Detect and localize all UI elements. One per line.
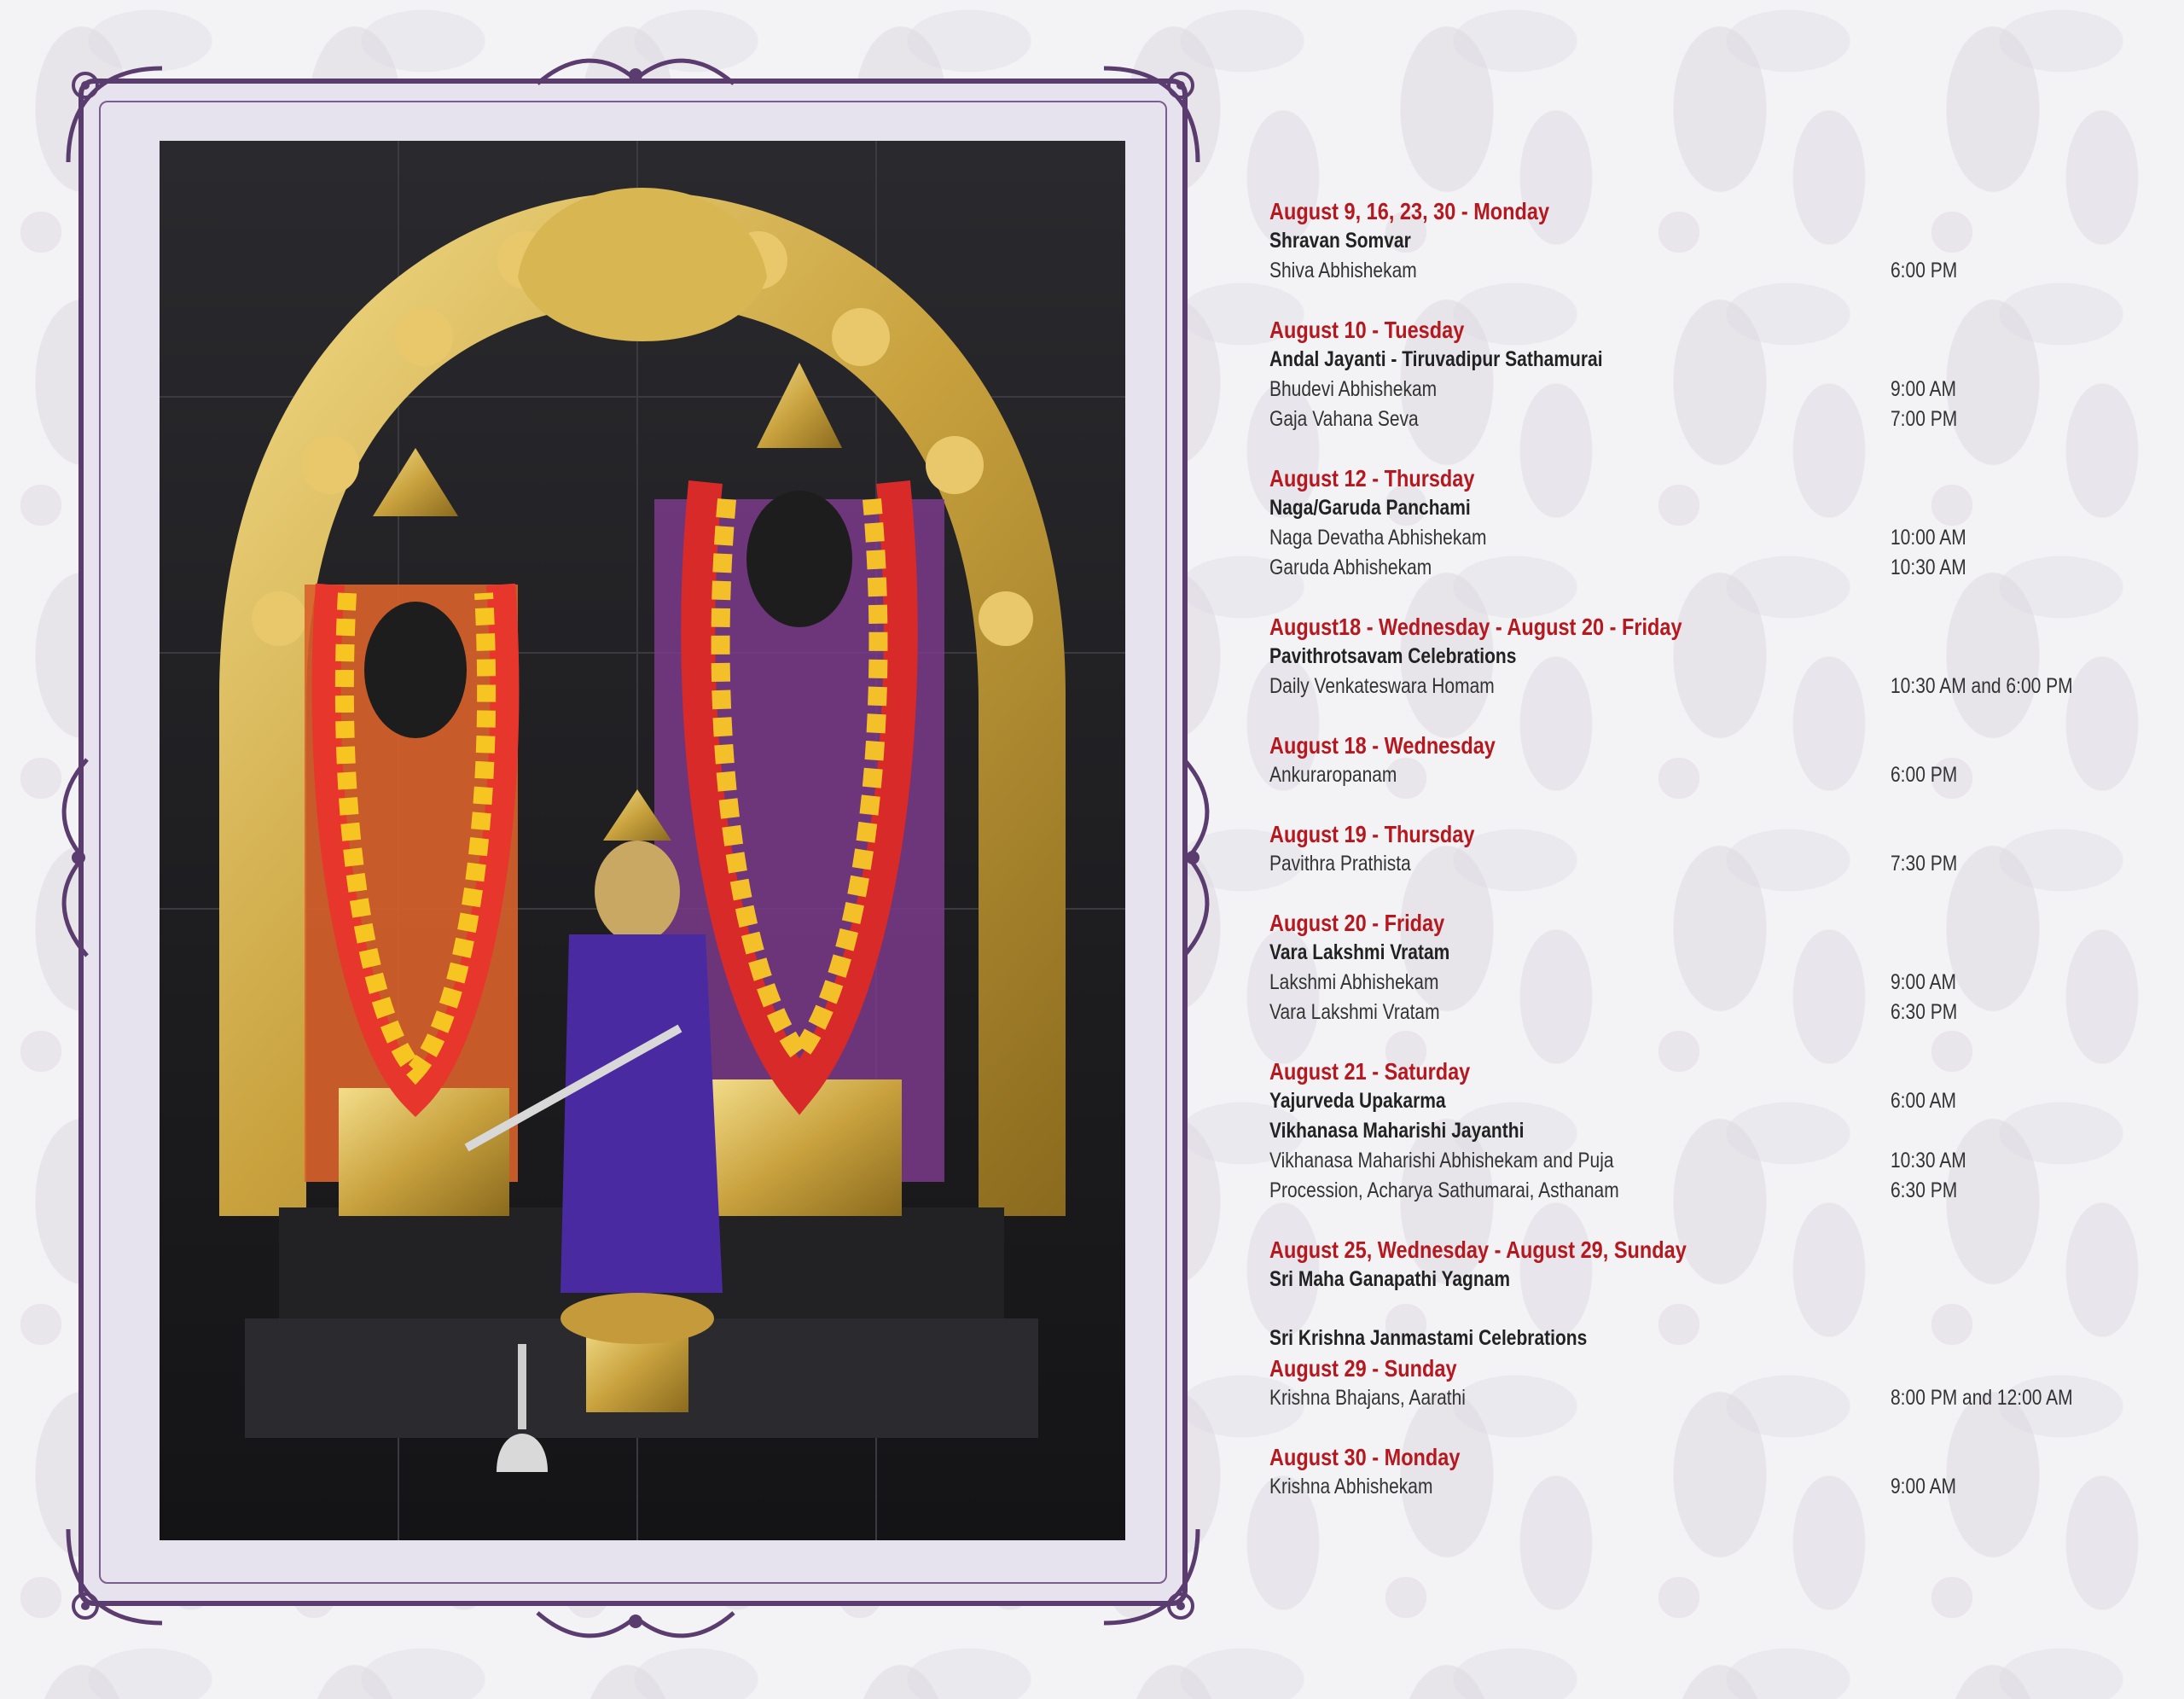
event-date: August 30 - Monday xyxy=(1269,1444,1461,1470)
flourish-bottom-center-icon xyxy=(529,1596,742,1647)
event-row xyxy=(1269,1383,2123,1413)
event-row-time: 9:00 AM xyxy=(1891,970,1957,994)
event-row-time: 8:00 PM and 12:00 AM xyxy=(1891,1386,2073,1410)
event-row xyxy=(1269,760,2123,790)
event-row xyxy=(1269,968,2123,998)
event-row-name: Naga Devatha Abhishekam xyxy=(1269,526,1487,550)
temple-deities-photo xyxy=(160,141,1125,1540)
event-row-time: 9:00 AM xyxy=(1891,377,1957,401)
event-row-name: Bhudevi Abhishekam xyxy=(1269,377,1438,401)
event-title: Naga/Garuda Panchami xyxy=(1269,496,1471,520)
event-row xyxy=(1269,998,2123,1027)
event-row xyxy=(1269,1086,2123,1116)
event-item xyxy=(1269,819,2123,879)
event-row-name: Vara Lakshmi Vratam xyxy=(1269,1000,1440,1024)
event-row-name: Lakshmi Abhishekam xyxy=(1269,970,1439,994)
event-date: August 18 - Wednesday xyxy=(1269,732,1496,759)
event-title: Shravan Somvar xyxy=(1269,229,1411,253)
event-item xyxy=(1269,908,2123,1027)
event-title: Andal Jayanti - Tiruvadipur Sathamurai xyxy=(1269,347,1603,371)
event-item xyxy=(1269,196,2123,286)
event-row xyxy=(1269,849,2123,879)
event-schedule xyxy=(1269,196,2123,1531)
event-date: August18 - Wednesday - August 20 - Friday xyxy=(1269,614,1682,640)
event-row-name: Shiva Abhishekam xyxy=(1269,259,1417,282)
event-date: August 21 - Saturday xyxy=(1269,1058,1471,1085)
event-date: August 10 - Tuesday xyxy=(1269,317,1465,343)
event-row xyxy=(1269,553,2123,583)
event-row-name: Daily Venkateswara Homam xyxy=(1269,674,1495,698)
event-row xyxy=(1269,375,2123,404)
flourish-left-center-icon xyxy=(53,751,104,964)
event-row-time: 7:00 PM xyxy=(1891,407,1958,431)
event-date: August 25, Wednesday - August 29, Sunday xyxy=(1269,1236,1687,1263)
event-row-name: Krishna Abhishekam xyxy=(1269,1475,1433,1498)
event-row-time: 6:00 PM xyxy=(1891,259,1958,282)
event-row xyxy=(1269,523,2123,553)
event-date: August 20 - Friday xyxy=(1269,910,1445,936)
event-row-time: 10:30 AM and 6:00 PM xyxy=(1891,674,2073,698)
event-row-time: 6:30 PM xyxy=(1891,1178,1958,1202)
event-row xyxy=(1269,1472,2123,1502)
event-item xyxy=(1269,1324,2123,1413)
event-item xyxy=(1269,463,2123,583)
event-row xyxy=(1269,1176,2123,1206)
event-row-name: Procession, Acharya Sathumarai, Asthanam xyxy=(1269,1178,1619,1202)
event-pre-title: Sri Krishna Janmastami Celebrations xyxy=(1269,1326,1588,1350)
event-row xyxy=(1269,256,2123,286)
flourish-top-center-icon xyxy=(529,49,742,101)
event-row xyxy=(1269,1146,2123,1176)
event-title: Vara Lakshmi Vratam xyxy=(1269,940,1450,964)
event-row-time: 10:00 AM xyxy=(1891,526,1966,550)
event-item xyxy=(1269,1235,2123,1295)
event-row-time: 10:30 AM xyxy=(1891,556,1966,579)
event-title: Yajurveda Upakarma xyxy=(1269,1089,1446,1113)
event-title: Sri Maha Ganapathi Yagnam xyxy=(1269,1267,1511,1291)
event-row-name: Gaja Vahana Seva xyxy=(1269,407,1419,431)
event-title-secondary: Vikhanasa Maharishi Jayanthi xyxy=(1269,1119,1525,1143)
event-row-name: Ankuraropanam xyxy=(1269,763,1397,787)
event-item xyxy=(1269,1056,2123,1206)
event-item xyxy=(1269,1442,2123,1502)
event-row-name: Garuda Abhishekam xyxy=(1269,556,1432,579)
event-date: August 12 - Thursday xyxy=(1269,465,1475,492)
event-row-name: Pavithra Prathista xyxy=(1269,852,1411,876)
event-item xyxy=(1269,315,2123,434)
event-item xyxy=(1269,612,2123,701)
event-title: Pavithrotsavam Celebrations xyxy=(1269,644,1517,668)
event-row-time: 7:30 PM xyxy=(1891,852,1958,876)
event-date: August 29 - Sunday xyxy=(1269,1355,1457,1382)
event-row-time: 6:00 PM xyxy=(1891,763,1958,787)
event-row-time: 10:30 AM xyxy=(1891,1149,1966,1172)
event-row-time: 9:00 AM xyxy=(1891,1475,1957,1498)
event-row-time: 6:30 PM xyxy=(1891,1000,1958,1024)
event-row xyxy=(1269,404,2123,434)
event-date: August 9, 16, 23, 30 - Monday xyxy=(1269,198,1550,224)
event-row-name: Krishna Bhajans, Aarathi xyxy=(1269,1386,1466,1410)
event-item xyxy=(1269,730,2123,790)
event-row xyxy=(1269,672,2123,701)
event-row-name: Vikhanasa Maharishi Abhishekam and Puja xyxy=(1269,1149,1614,1172)
event-date: August 19 - Thursday xyxy=(1269,821,1475,847)
event-row-time: 6:00 AM xyxy=(1891,1089,1957,1113)
flourish-right-center-icon xyxy=(1167,751,1218,964)
